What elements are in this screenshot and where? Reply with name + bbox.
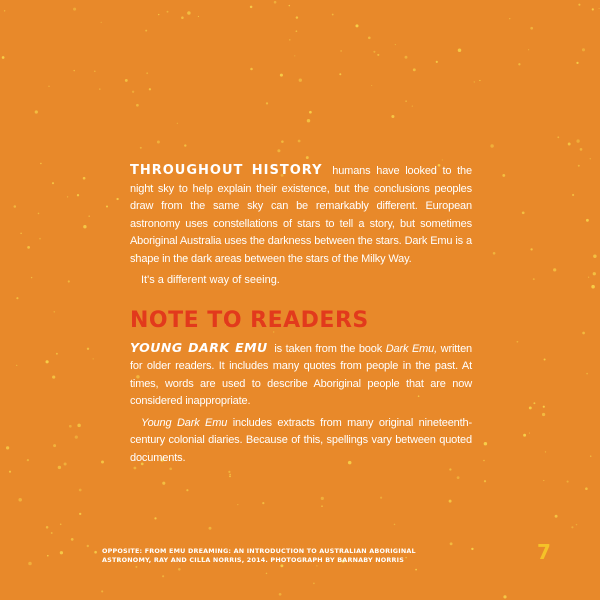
star-speck (457, 476, 460, 479)
intro-paragraph (130, 162, 472, 268)
star-speck (593, 255, 596, 258)
star-speck (294, 55, 295, 56)
star-speck (415, 569, 417, 571)
star-speck (140, 147, 142, 149)
intro-closing: It's a different way of seeing. (141, 274, 280, 286)
star-speck (582, 48, 585, 51)
star-speck (64, 462, 67, 465)
book-title: YOUNG DARK EMU (130, 339, 268, 355)
star-speck (582, 332, 585, 335)
star-speck (280, 74, 283, 77)
star-speck (306, 156, 309, 159)
star-speck (266, 573, 268, 575)
star-speck (38, 213, 40, 215)
star-speck (450, 542, 453, 545)
star-speck (237, 504, 238, 505)
star-speck (136, 104, 139, 107)
star-speck (58, 466, 61, 469)
star-speck (149, 88, 151, 90)
star-speck (529, 433, 530, 434)
star-speck (307, 119, 310, 122)
star-speck (576, 139, 579, 142)
star-speck (87, 545, 89, 547)
star-speck (67, 196, 68, 197)
star-speck (509, 18, 510, 19)
star-speck (46, 360, 49, 363)
star-speck (592, 8, 594, 10)
star-speck (77, 194, 79, 196)
star-speck (47, 555, 49, 557)
star-speck (321, 505, 323, 507)
star-speck (590, 455, 592, 457)
page-content (130, 162, 472, 467)
intro-text: humans have looked to the night sky to help explain their existence, but the conclusions peoples draw from the same sky can be remarkably different. European astronomy uses constellations of stars to tell a story, but sometimes Aboriginal Australia uses the darkness between the stars. Dark Emu is a shape in the dark areas between the stars of the Milky Way. (130, 165, 472, 265)
star-speck (101, 590, 103, 592)
star-speck (9, 471, 11, 473)
star-speck (181, 16, 184, 19)
star-speck (27, 459, 29, 461)
star-speck (20, 233, 21, 234)
note-book-title-inline: Young Dark Emu (141, 416, 228, 429)
star-speck (94, 551, 97, 554)
star-speck (377, 54, 379, 56)
star-speck (71, 538, 74, 541)
note-paragraph-2 (130, 415, 472, 468)
note-text-after: written for older readers. It includes many quotes from people in the past. At times, words are used to describe Aboriginal people that are now considered inappropriate. (130, 342, 473, 407)
star-speck (167, 11, 169, 13)
star-speck (576, 524, 577, 525)
star-speck (106, 205, 108, 207)
star-speck (313, 583, 315, 585)
star-speck (544, 358, 546, 360)
star-speck (51, 532, 53, 534)
page-number: 7 (537, 540, 551, 564)
star-speck (77, 424, 81, 428)
star-speck (436, 61, 438, 63)
star-speck (567, 481, 569, 483)
star-speck (279, 593, 282, 596)
star-speck (274, 1, 277, 4)
star-speck (394, 524, 396, 526)
star-speck (380, 497, 382, 499)
star-speck (60, 551, 63, 554)
star-speck (53, 444, 56, 447)
star-speck (125, 79, 128, 82)
star-speck (209, 527, 212, 530)
star-speck (543, 406, 545, 408)
star-speck (555, 515, 558, 518)
star-speck (530, 27, 533, 30)
star-speck (533, 278, 535, 280)
note-paragraph-1 (130, 339, 472, 411)
star-speck (28, 562, 32, 566)
star-speck (296, 16, 298, 18)
star-speck (101, 461, 104, 464)
star-speck (154, 517, 156, 519)
star-speck (523, 434, 526, 437)
star-speck (35, 110, 38, 113)
star-speck (79, 489, 82, 492)
star-speck (14, 205, 16, 208)
star-speck (83, 177, 86, 180)
star-speck (289, 5, 290, 6)
star-speck (262, 502, 264, 504)
source-book-title: Dark Emu, (385, 342, 438, 355)
star-speck (184, 144, 186, 146)
star-speck (474, 81, 475, 82)
star-speck (158, 14, 159, 15)
star-speck (53, 311, 55, 313)
star-speck (99, 88, 100, 89)
star-speck (522, 211, 525, 214)
star-speck (228, 471, 230, 473)
star-speck (405, 100, 407, 102)
star-speck (277, 149, 280, 152)
star-speck (135, 566, 137, 568)
star-speck (132, 91, 134, 93)
star-speck (585, 487, 588, 490)
star-speck (6, 446, 9, 449)
star-speck (296, 30, 298, 32)
star-speck (484, 480, 486, 482)
star-speck (586, 219, 589, 222)
caption-line-2: ASTRONOMY, RAY AND CILLA NORRIS, 2014. PHOTOGRAPH BY BARNABY NORRIS (102, 556, 405, 564)
star-speck (593, 272, 596, 275)
star-speck (187, 11, 191, 15)
star-speck (281, 140, 284, 143)
star-speck (503, 595, 506, 598)
star-speck (484, 442, 487, 445)
star-speck (48, 86, 49, 87)
star-speck (162, 482, 165, 485)
star-speck (177, 123, 178, 124)
star-speck (298, 140, 301, 143)
star-speck (442, 159, 443, 160)
star-speck (471, 548, 473, 550)
star-speck (16, 297, 18, 299)
star-speck (73, 70, 74, 71)
star-speck (250, 68, 253, 71)
star-speck (93, 358, 94, 359)
star-speck (229, 476, 231, 478)
star-speck (40, 163, 41, 164)
star-speck (571, 526, 573, 528)
star-speck (145, 30, 147, 32)
star-speck (557, 136, 559, 138)
star-speck (87, 348, 89, 350)
star-speck (542, 413, 545, 416)
star-speck (250, 6, 253, 9)
star-speck (31, 277, 32, 278)
star-speck (572, 194, 574, 196)
photo-caption (102, 547, 432, 565)
star-speck (309, 111, 312, 114)
star-speck (56, 353, 58, 355)
star-speck (94, 70, 96, 72)
star-speck (517, 341, 519, 343)
star-speck (458, 48, 462, 52)
star-speck (591, 285, 595, 289)
star-speck (530, 248, 532, 250)
star-speck (83, 225, 86, 228)
star-speck (529, 406, 532, 409)
star-speck (340, 50, 341, 51)
star-speck (116, 198, 118, 200)
star-speck (39, 238, 41, 240)
star-speck (75, 435, 78, 438)
star-speck (493, 252, 496, 255)
note-text-before: is taken from the book (274, 342, 383, 355)
star-speck (588, 277, 589, 278)
star-speck (528, 49, 529, 50)
star-speck (578, 165, 580, 167)
intro-lead: THROUGHOUT HISTORY (130, 163, 323, 178)
star-speck (479, 80, 480, 81)
star-speck (545, 451, 546, 452)
note-heading: NOTE TO READERS (130, 307, 369, 333)
star-speck (101, 22, 102, 23)
star-speck (413, 68, 416, 71)
star-speck (79, 513, 81, 515)
star-speck (533, 402, 535, 404)
star-speck (449, 468, 451, 470)
star-speck (52, 376, 55, 379)
star-speck (580, 148, 583, 151)
star-speck (146, 72, 148, 74)
star-speck (198, 16, 199, 17)
star-speck (299, 79, 302, 82)
star-speck (449, 500, 452, 503)
caption-line-1: OPPOSITE: FROM EMU DREAMING: AN INTRODUCTION TO AUSTRALIAN ABORIGINAL (102, 547, 416, 555)
star-speck (578, 4, 580, 6)
star-speck (568, 143, 571, 146)
star-speck (289, 39, 290, 40)
star-speck (229, 474, 230, 475)
star-speck (178, 568, 181, 571)
star-speck (339, 73, 341, 75)
star-speck (586, 373, 588, 375)
star-speck (186, 489, 188, 491)
note-text-2: includes extracts from many original nineteenth-century colonial diaries. Because of this, spellings vary between quoted documents. (130, 416, 473, 464)
star-speck (553, 268, 556, 271)
star-speck (18, 498, 22, 502)
star-speck (316, 565, 317, 566)
star-speck (405, 56, 408, 59)
star-speck (88, 215, 90, 217)
star-speck (490, 144, 493, 147)
star-speck (68, 280, 70, 282)
star-speck (16, 365, 17, 366)
star-speck (157, 141, 160, 144)
star-speck (502, 174, 505, 177)
star-speck (46, 526, 49, 529)
star-speck (543, 480, 544, 481)
star-speck (518, 63, 520, 65)
star-speck (134, 467, 137, 470)
star-speck (590, 158, 591, 159)
star-speck (355, 24, 358, 27)
star-speck (73, 8, 76, 11)
star-speck (266, 102, 268, 104)
star-speck (368, 36, 371, 39)
star-speck (332, 14, 334, 16)
star-speck (395, 44, 396, 45)
star-speck (371, 85, 372, 86)
star-speck (321, 497, 324, 500)
star-speck (576, 62, 578, 64)
star-speck (599, 8, 600, 9)
star-speck (27, 246, 30, 249)
star-speck (52, 182, 54, 184)
star-speck (483, 460, 485, 462)
star-speck (60, 524, 62, 526)
star-speck (373, 51, 375, 53)
star-speck (2, 56, 5, 59)
star-speck (4, 10, 5, 11)
star-speck (169, 467, 172, 470)
star-speck (69, 425, 72, 428)
star-speck (412, 106, 413, 107)
star-speck (391, 115, 394, 118)
star-speck (162, 575, 164, 577)
